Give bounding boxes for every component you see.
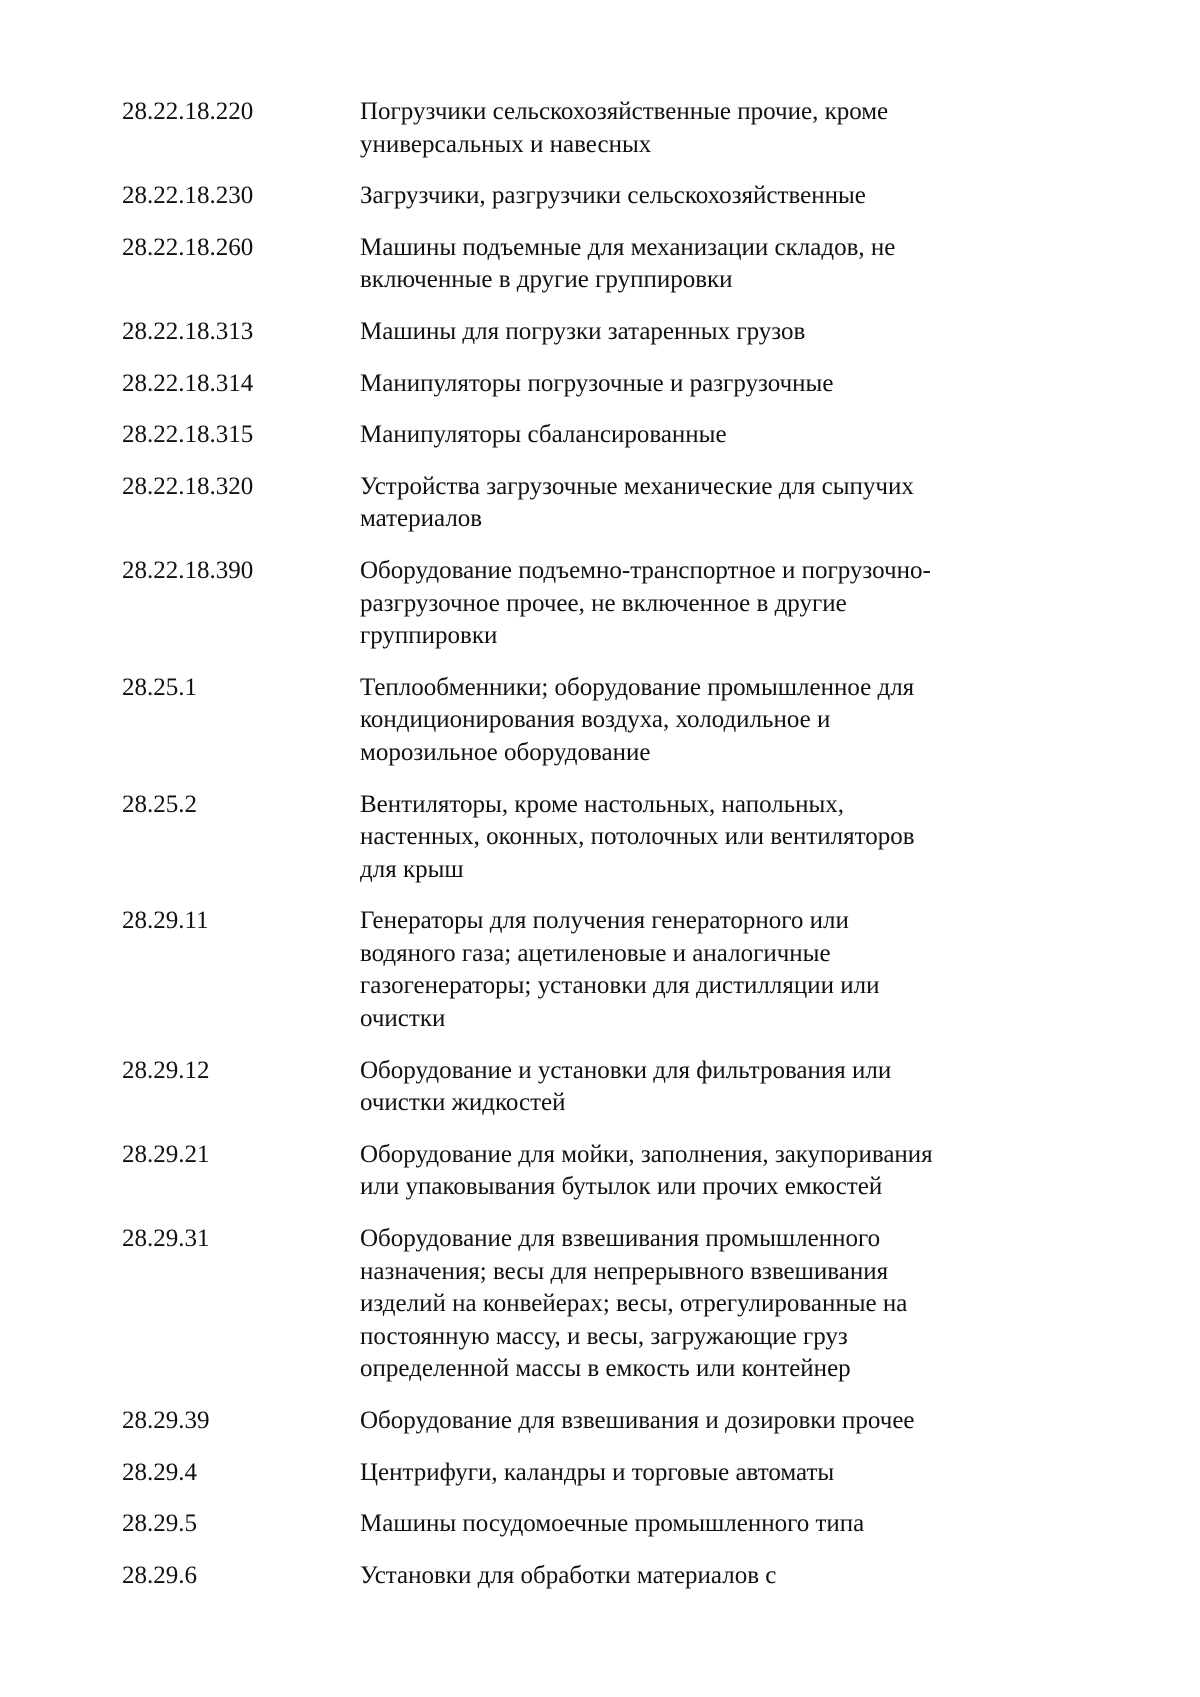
description-line: Оборудование и установки для фильтрования или <box>360 1056 892 1084</box>
description-line: универсальных и навесных <box>360 130 652 158</box>
description-line: Машины подъемные для механизации складов, не <box>360 233 896 261</box>
list-item <box>122 1508 1022 1541</box>
item-code: 28.22.18.220 <box>122 98 254 125</box>
item-description <box>360 1139 1022 1204</box>
item-code: 28.22.18.313 <box>122 317 254 345</box>
item-code: 28.29.39 <box>122 1407 210 1434</box>
description-line: настенных, оконных, потолочных или вентиляторов <box>360 823 915 851</box>
description-line: Машины для погрузки затаренных грузов <box>360 317 806 345</box>
item-description <box>360 316 1022 349</box>
description-line: Установки для обработки материалов с <box>360 1561 777 1589</box>
item-description <box>360 1457 1022 1490</box>
description-line: Погрузчики сельскохозяйственные прочие, кроме <box>360 98 889 125</box>
list-item <box>122 1223 1022 1386</box>
item-description <box>360 789 1022 887</box>
item-code: 28.22.18.260 <box>122 233 254 261</box>
list-item <box>122 1139 1022 1204</box>
description-line: определенной массы в емкость или контейнер <box>360 1355 851 1383</box>
list-item <box>122 419 1022 452</box>
description-line: Загрузчики, разгрузчики сельскохозяйственные <box>360 182 866 210</box>
item-code: 28.22.18.390 <box>122 556 254 584</box>
item-description <box>360 905 1022 1035</box>
description-line: постоянную массу, и весы, загружающие груз <box>360 1322 848 1350</box>
list-item <box>122 555 1022 653</box>
list-item <box>122 905 1022 1035</box>
description-line: кондиционирования воздуха, холодильное и <box>360 706 831 734</box>
item-code: 28.22.18.315 <box>122 421 254 449</box>
item-code: 28.29.31 <box>122 1225 210 1253</box>
list-item <box>122 789 1022 887</box>
item-code: 28.25.1 <box>122 673 197 701</box>
description-line: Оборудование для мойки, заполнения, закупоривания <box>360 1140 933 1168</box>
item-description <box>360 555 1022 653</box>
description-line: водяного газа; ацетиленовые и аналогичные <box>360 939 831 967</box>
description-line: очистки жидкостей <box>360 1089 566 1117</box>
description-line: морозильное оборудование <box>360 738 651 766</box>
item-description <box>360 96 1022 161</box>
item-code: 28.22.18.314 <box>122 369 254 397</box>
description-line: назначения; весы для непрерывного взвешивания <box>360 1257 889 1285</box>
item-description <box>360 1560 1022 1593</box>
classification-list <box>122 96 1022 1611</box>
list-item <box>122 232 1022 297</box>
list-item <box>122 96 1022 161</box>
description-line: Оборудование для взвешивания промышленного <box>360 1225 881 1253</box>
description-line: материалов <box>360 505 483 533</box>
description-line: включенные в другие группировки <box>360 266 733 294</box>
item-description <box>360 1055 1022 1120</box>
list-item <box>122 1457 1022 1490</box>
list-item <box>122 1405 1022 1438</box>
description-line: разгрузочное прочее, не включенное в другие <box>360 589 847 617</box>
item-code: 28.29.21 <box>122 1140 210 1168</box>
description-line: Генераторы для получения генераторного или <box>360 907 849 935</box>
item-description <box>360 1508 1022 1541</box>
list-item <box>122 1560 1022 1593</box>
item-code: 28.29.6 <box>122 1561 197 1589</box>
description-line: группировки <box>360 622 498 650</box>
list-item <box>122 471 1022 536</box>
description-line: изделий на конвейерах; весы, отрегулированные на <box>360 1290 908 1318</box>
item-description <box>360 368 1022 401</box>
description-line: Манипуляторы погрузочные и разгрузочные <box>360 369 834 397</box>
list-item <box>122 368 1022 401</box>
item-code: 28.29.12 <box>122 1056 210 1084</box>
item-code: 28.22.18.230 <box>122 182 254 210</box>
list-item <box>122 672 1022 770</box>
item-description <box>360 419 1022 452</box>
item-code: 28.22.18.320 <box>122 472 254 500</box>
item-description <box>360 1223 1022 1386</box>
item-description <box>360 1405 1022 1438</box>
description-line: Манипуляторы сбалансированные <box>360 421 727 449</box>
description-line: Центрифуги, каландры и торговые автоматы <box>360 1458 835 1486</box>
item-code: 28.29.5 <box>122 1510 197 1538</box>
description-line: Оборудование для взвешивания и дозировки прочее <box>360 1407 915 1434</box>
description-line: Машины посудомоечные промышленного типа <box>360 1510 865 1538</box>
list-item <box>122 1055 1022 1120</box>
description-line: Теплообменники; оборудование промышленное для <box>360 673 915 701</box>
description-line: Устройства загрузочные механические для сыпучих <box>360 472 914 500</box>
description-line: Оборудование подъемно-транспортное и погрузочно- <box>360 556 931 584</box>
description-line: Вентиляторы, кроме настольных, напольных, <box>360 790 845 818</box>
description-line: газогенераторы; установки для дистилляции или <box>360 972 880 1000</box>
list-item <box>122 316 1022 349</box>
item-code: 28.25.2 <box>122 790 197 818</box>
item-description <box>360 672 1022 770</box>
item-description <box>360 232 1022 297</box>
item-description <box>360 471 1022 536</box>
list-item <box>122 180 1022 213</box>
description-line: для крыш <box>360 855 464 883</box>
item-description <box>360 180 1022 213</box>
item-code: 28.29.11 <box>122 907 209 935</box>
description-line: или упаковывания бутылок или прочих емкостей <box>360 1173 883 1201</box>
item-code: 28.29.4 <box>122 1458 197 1486</box>
description-line: очистки <box>360 1005 446 1033</box>
